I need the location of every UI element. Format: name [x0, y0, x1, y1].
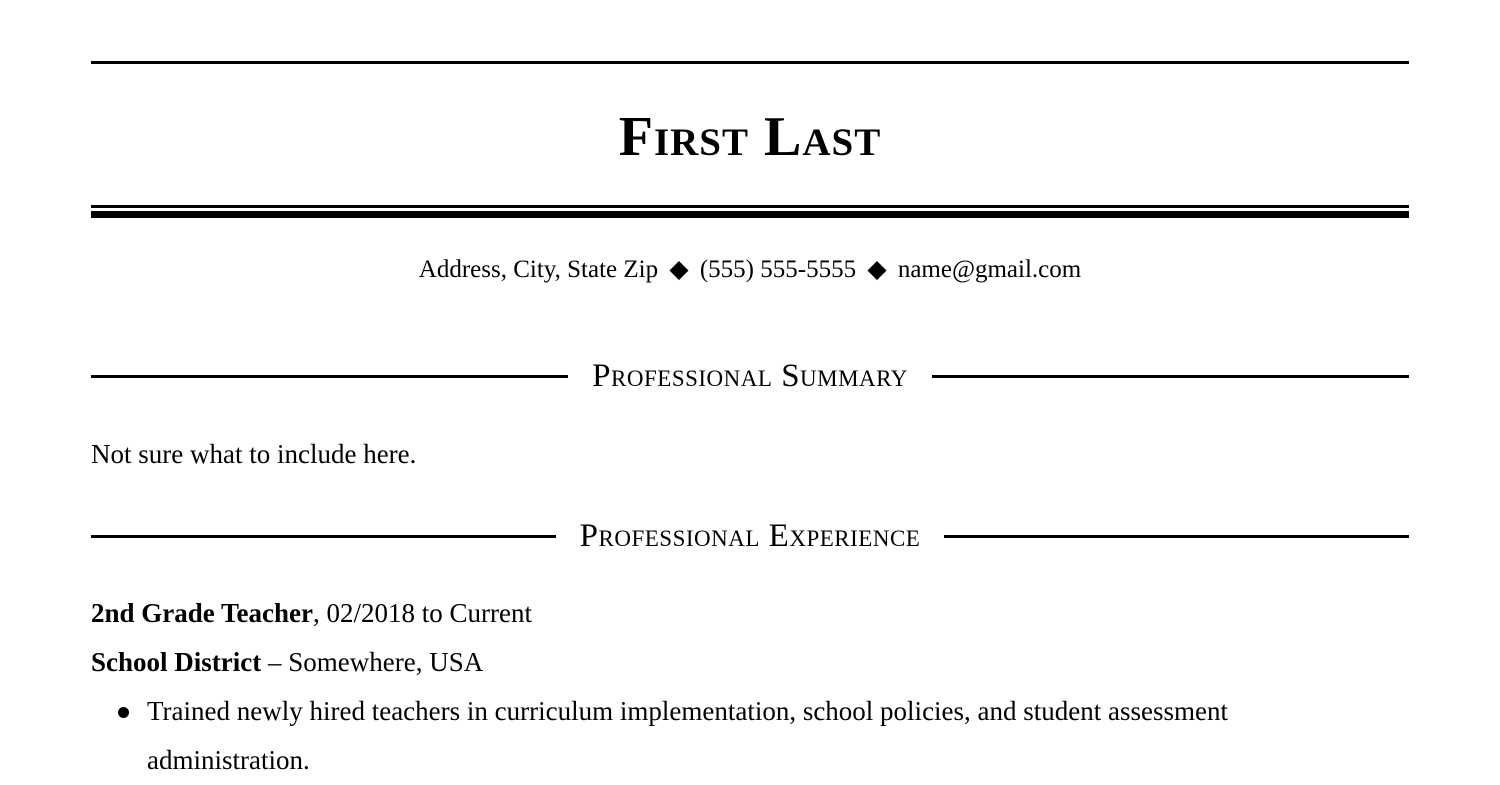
section-heading-experience: [91, 516, 1409, 556]
diamond-separator-icon: ◆: [669, 256, 689, 283]
resume-name: First Last: [618, 106, 882, 168]
contact-line: [0, 254, 1500, 286]
summary-text: Not sure what to include here.: [91, 439, 417, 469]
section-rule-right: [932, 375, 1409, 378]
job-title: 2nd Grade Teacher: [91, 598, 314, 628]
top-rule: [91, 61, 1409, 64]
section-title-experience: Professional Experience: [579, 518, 921, 554]
name-rule-thick: [91, 211, 1409, 218]
contact-email: name@gmail.com: [897, 256, 1082, 283]
employer-name: School District: [91, 647, 262, 677]
job-title-line: [91, 596, 532, 630]
diamond-separator-icon: ◆: [867, 256, 887, 283]
name-rule-thin: [91, 205, 1409, 208]
employer-location: – Somewhere, USA: [261, 647, 484, 677]
section-title-summary: Professional Summary: [592, 358, 908, 394]
bullet-text: Trained newly hired teachers in curriculum implementation, school policies, and student assessment administration.: [147, 696, 1229, 775]
section-rule-left: [91, 535, 556, 538]
section-rule-right: [944, 535, 1409, 538]
section-rule-left: [91, 375, 568, 378]
job-dates: , 02/2018 to Current: [313, 598, 532, 628]
contact-address: Address, City, State Zip: [418, 256, 659, 283]
bullet-icon: [118, 707, 129, 718]
section-heading-summary: [91, 356, 1409, 396]
employer-line: [91, 645, 483, 679]
contact-phone: (555) 555-5555: [699, 256, 857, 283]
